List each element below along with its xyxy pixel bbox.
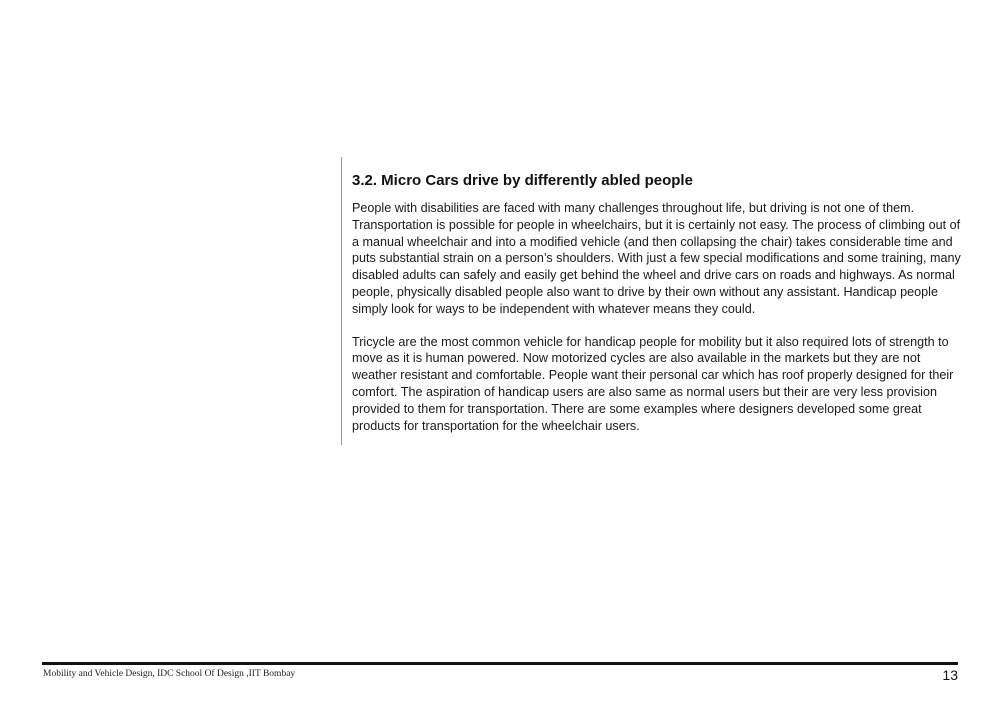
section-heading: 3.2. Micro Cars drive by differently abled people [352,172,693,189]
footer-rule [42,662,958,665]
paragraph-tricycle-mobility: Tricycle are the most common vehicle for handicap people for mobility but it also required lots of strength to move as it is human powered. Now motorized cycles are also available in the markets but they are not weather resistant and comfortable. People want their personal car which has roof properly designed for their comfort. The aspiration of handicap users are also same as normal users but their are very less provision provided to them for transportation. There are some examples where designers developed some great products for transportation for the wheelchair users. [352,334,954,433]
section-content [341,157,966,445]
paragraph-disabilities-driving: People with disabilities are faced with many challenges throughout life, but driving is not one of them. Transportation is possible for people in wheelchairs, but it is certainly not easy. The process of climbing out of a manual wheelchair and into a modified vehicle (and then collapsing the chair) takes considerable time and puts substantial strain on a person’s shoulders. With just a few special modifications and some training, many disabled adults can safely and easily get behind the wheel and drive cars on roads and highways. As normal people, physically disabled people also want to drive by their own without any assistant. Handicap people simply look for ways to be independent with whatever means they could. [352,201,961,316]
footer-credit: Mobility and Vehicle Design, IDC School Of Design ,IIT Bombay [43,669,296,679]
page-number: 13 [942,667,958,683]
